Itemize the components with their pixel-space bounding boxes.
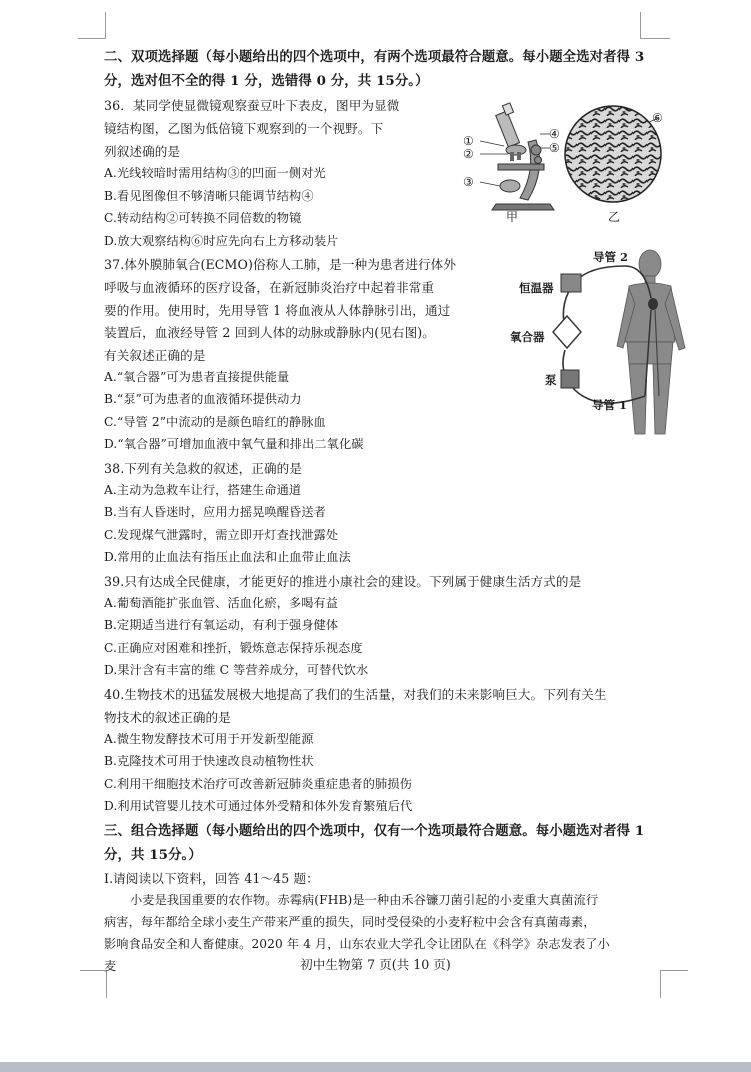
caption-jia: 甲 xyxy=(506,210,519,224)
ecmo-label-oxygenator: 氧合器 xyxy=(510,330,545,344)
q36-stem-line1: 36．某同学使显微镜观察蚕豆叶下表皮，图甲为显微 xyxy=(104,98,400,113)
q36-option-b: B.看见图像但不够清晰只能调节结构④ xyxy=(104,189,314,203)
q36-stem-line2: 镜结构图，乙图为低倍镜下观察到的一个视野。下 xyxy=(104,121,384,136)
microscope-label-4: ④ xyxy=(549,127,560,141)
q38-option-b: B.当有人昏迷时，应用力摇晃唤醒昏送者 xyxy=(104,505,326,519)
field-label-6: ⑥ xyxy=(652,111,663,125)
q40-option-d: D.利用试管婴儿技术可通过体外受精和体外发育繁殖后代 xyxy=(104,799,413,813)
q36-option-a: A.光线较暗时需用结构③的凹面一侧对光 xyxy=(104,166,326,180)
q37-option-b: B.“泵”可为患者的血液循环提供动力 xyxy=(104,392,302,406)
microscope-label-3: ③ xyxy=(463,175,474,189)
crop-mark-bottom-right xyxy=(660,970,661,998)
section3-passage-line2: 病害，每年都给全球小麦生产带来严重的损失，同时受侵染的小麦籽粒中会含有真菌毒素， xyxy=(104,915,596,929)
q37-option-c: C.“导管 2”中流动的是颜色暗红的静脉血 xyxy=(104,415,326,429)
q37-stem-line4: 装置后，血液经导管 2 回到人体的动脉或静脉内(见右图)。 xyxy=(104,325,435,340)
microscope-figure xyxy=(458,100,568,215)
q40-stem-line2: 物技术的叙述正确的是 xyxy=(104,710,231,725)
crop-mark-top-left xyxy=(78,12,106,38)
section3-header-line2: 分，共 15分。） xyxy=(104,847,202,863)
q40-stem-line1: 40.生物技术的迅猛发展极大地提高了我们的生活量，对我们的未来影响巨大。下列有关生 xyxy=(104,687,607,702)
q39-stem: 39.只有达成全民健康，才能更好的推进小康社会的建设。下列属于健康生活方式的是 xyxy=(104,574,582,589)
q38-option-a: A.主动为急救车让行，搭建生命通道 xyxy=(104,483,302,497)
q40-option-b: B.克隆技术可用于快速改良动植物性状 xyxy=(104,754,314,768)
q37-stem-line3: 要的作用。使用时，先用导管 1 将血液从人体静脉引出，通过 xyxy=(104,303,451,318)
q39-option-c: C.正确应对困难和挫折，锻炼意志保持乐视态度 xyxy=(104,641,363,655)
q38-option-c: C.发现煤气泄露时，需立即开灯查找泄露处 xyxy=(104,528,339,542)
q37-stem-line1: 37.体外膜肺氧合(ECMO)俗称人工肺，是一种为患者进行体外 xyxy=(104,257,457,272)
ecmo-label-tube1: 导管 1 xyxy=(592,398,628,412)
q36-stem-line3: 列叙述确的是 xyxy=(104,144,181,159)
section3-passage-line4: 麦 xyxy=(104,959,117,973)
crop-mark-top-left-h xyxy=(78,38,106,39)
q38-option-d: D.常用的止血法有指压止血法和止血带止血法 xyxy=(104,550,351,564)
microscope-label-1: ① xyxy=(463,134,474,148)
q37-stem-line2: 呼吸与血液循环的医疗设备，在新冠肺炎治疗中起着非常重 xyxy=(104,280,435,295)
crop-mark-top-right xyxy=(640,12,668,38)
q38-stem: 38.下列有关急救的叙述，正确的是 xyxy=(104,461,303,476)
page-footer: 初中生物第 7 页(共 10 页) xyxy=(300,957,451,972)
q36-option-d: D.放大观察结构⑥时应先向右上方移动装片 xyxy=(104,234,339,248)
caption-yi: 乙 xyxy=(608,210,621,224)
ecmo-label-pump: 泵 xyxy=(545,373,557,387)
section3-passage-line3: 影响食品安全和人畜健康。2020 年 4 月，山东农业大学孔令让团队在《科学》杂志发表了小 xyxy=(104,937,610,951)
q39-option-a: A.葡萄酒能扩张血管、活血化瘀，多喝有益 xyxy=(104,596,339,610)
q37-option-a: A.“氧合器”可为患者直接提供能量 xyxy=(104,370,290,384)
crop-mark-top-right-h xyxy=(640,38,670,39)
section3-header-line1: 三、组合选择题（每小题给出的四个选项中，仅有一个选项最符合题意。每小题选对者得 1 xyxy=(104,823,645,839)
microscope-field-of-view xyxy=(563,104,663,204)
q37-option-d: D.“氧合器”可增加血液中氧气量和排出二氧化碳 xyxy=(104,437,364,451)
q39-option-d: D.果汁含有丰富的维 C 等营养成分，可替代饮水 xyxy=(104,663,369,677)
crop-mark-bottom-left xyxy=(106,970,107,998)
q40-option-c: C.利用干细胞技术治疗可改善新冠肺炎重症患者的肺损伤 xyxy=(104,777,412,791)
bottom-scroll-bar xyxy=(0,1062,751,1072)
q37-stem-line5: 有关叙述正确的是 xyxy=(104,348,206,363)
ecmo-label-tube2: 导管 2 xyxy=(593,250,629,264)
section2-header-line2: 分，选对但不全的得 1 分，选错得 0 分，共 15分。） xyxy=(104,73,429,89)
q40-option-a: A.微生物发酵技术可用于开发新型能源 xyxy=(104,732,314,746)
ecmo-label-heater: 恒温器 xyxy=(519,281,554,295)
q36-option-c: C.转动结构②可转换不同倍数的物镜 xyxy=(104,211,302,225)
section3-passage-line1: 小麦是我国重要的农作物。赤霉病(FHB)是一种由禾谷镰刀菌引起的小麦重大真菌流行 xyxy=(130,893,599,907)
section3-intro: Ⅰ.请阅读以下资料，回答 41～45 题： xyxy=(104,871,319,886)
section2-header-line1: 二、双项选择题（每小题给出的四个选项中，有两个选项最符合题意。每小题全选对者得 3 xyxy=(104,49,645,65)
q39-option-b: B.定期适当进行有氧运动，有利于强身健体 xyxy=(104,618,339,632)
microscope-label-5: ⑤ xyxy=(549,141,560,155)
microscope-label-2: ② xyxy=(463,147,474,161)
